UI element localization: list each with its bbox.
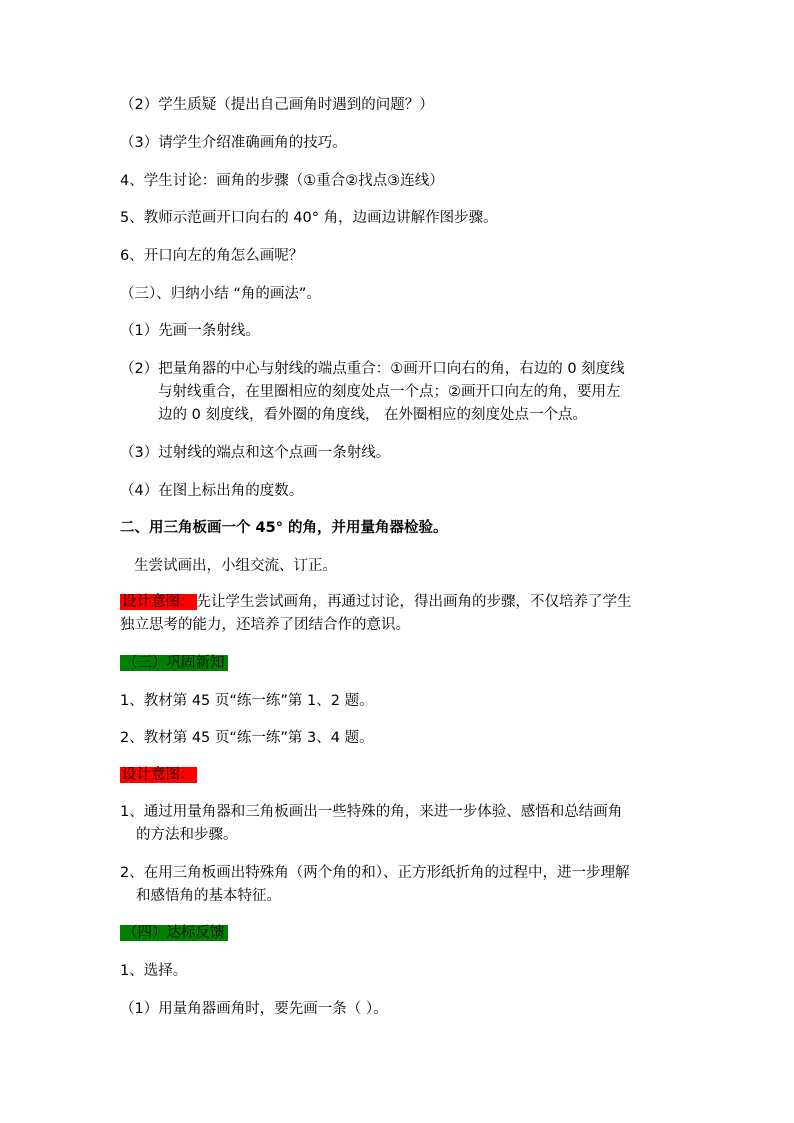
design-intent-label: 设计意图： [122,767,195,783]
text-line: 2、在用三角板画出特殊角（两个角的和）、正方形纸折角的过程中，进一步理解 [120,865,630,881]
text-line: （2）把量角器的中心与射线的端点重合：①画开口向右的角，右边的 0 刻度线 [120,361,625,377]
design-intent-label: 设计意图： [122,594,195,610]
section-badge [120,922,228,944]
section-badge [120,652,228,674]
design-intent-line [120,591,632,613]
text-line: 1、通过用量角器和三角板画出一些特殊的角，来进一步体验、感悟和总结画角 [120,804,623,820]
design-intent-text: 先让学生尝试画角，再通过讨论，得出画角的步骤，不仅培养了学生 [196,594,632,610]
text-line: （3）请学生介绍准确画角的技巧。 [120,135,347,151]
text-line: （1）先画一条射线。 [120,323,260,339]
section-badge-text: （三）巩固新知 [120,655,228,671]
text-line: （2）学生质疑（提出自己画角时遇到的问题？） [120,97,434,113]
text-line: 1、教材第 45 页“练一练”第 1、2 题。 [120,693,374,709]
text-line: （4）在图上标出角的度数。 [120,483,304,499]
section-badge-text: （四）达标反馈 [120,925,228,941]
text-line: （1）用量角器画角时，要先画一条（ ）。 [120,1001,388,1017]
text-line: 生尝试画出，小组交流、订正。 [134,558,337,574]
section-heading: （三）、归纳小结 “角的画法”。 [120,286,321,302]
text-line: 和感悟角的基本特征。 [136,888,281,904]
text-line: （3）过射线的端点和这个点画一条射线。 [120,445,391,461]
text-line: 的方法和步骤。 [136,827,238,843]
text-line: 6、开口向左的角怎么画呢？ [120,248,304,264]
text-line: 5、教师示范画开口向右的 40° 角，边画边讲解作图步骤。 [120,210,498,226]
section-heading: 二、用三角板画一个 45° 的角，并用量角器检验。 [120,520,448,536]
text-line: 独立思考的能力，还培养了团结合作的意识。 [120,617,410,633]
text-line: 与射线重合，在里圈相应的刻度处点一个点；②画开口向左的角，要用左 [158,384,621,400]
text-line: 边的 0 刻度线，看外圈的角度线， 在外圈相应的刻度处点一个点。 [158,407,588,423]
text-line: 2、教材第 45 页“练一练”第 3、4 题。 [120,730,374,746]
text-line: 1、选择。 [120,963,188,979]
text-line: 4、学生讨论：画角的步骤（①重合②找点③连线） [120,173,444,189]
design-intent-line [120,764,197,786]
